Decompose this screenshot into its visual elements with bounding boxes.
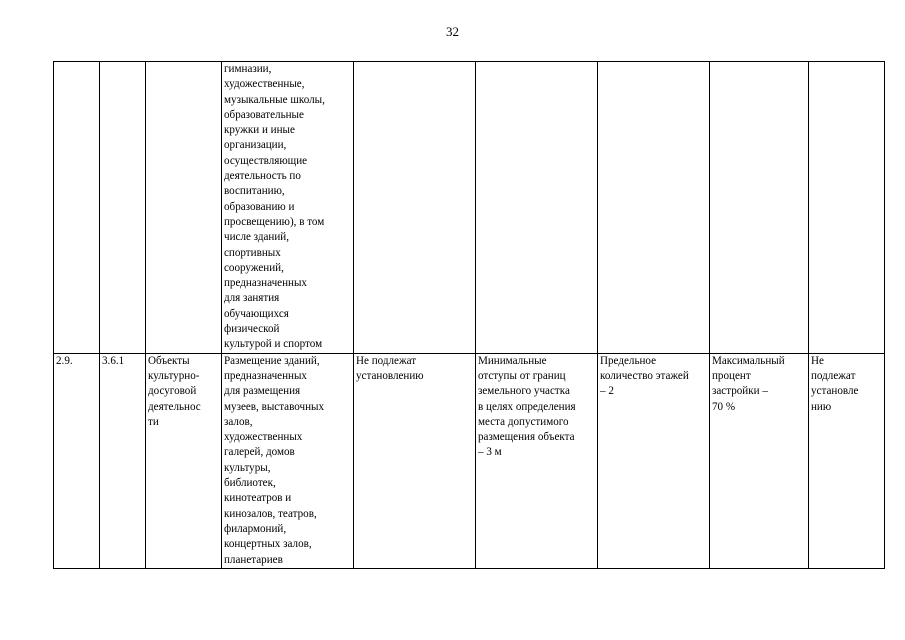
setback-cell xyxy=(476,353,598,568)
cell-text-line: кинозалов, театров, xyxy=(224,507,317,520)
cell-text-line: культурой и спортом xyxy=(224,338,323,351)
plot-size-cell xyxy=(354,353,476,568)
cell-text-line: 70 % xyxy=(712,400,736,413)
cell-text-line: для размещения xyxy=(224,385,301,398)
cell-text-line: – 3 м xyxy=(478,446,502,459)
cell-text-line: воспитанию, xyxy=(224,185,285,198)
cell-text-line: осуществляющие xyxy=(224,154,308,167)
cell-text-line: спортивных xyxy=(224,246,281,259)
cell-text-line: Объекты xyxy=(148,354,190,367)
cell-text-line: отступы от границ xyxy=(478,369,566,382)
coverage-cell xyxy=(710,353,809,568)
other-limits-cell xyxy=(809,353,885,568)
cell-text-line: галерей, домов xyxy=(224,446,295,459)
coverage-cell xyxy=(710,62,809,354)
other-limits-cell xyxy=(809,62,885,354)
cell-text-line: Минимальные xyxy=(478,354,547,367)
cell-text-line: образованию и xyxy=(224,200,295,213)
cell-text-line: планетариев xyxy=(224,553,283,566)
use-type-name-cell xyxy=(146,353,222,568)
cell-text-line: филармоний, xyxy=(224,522,287,535)
cell-text-line: музеев, выставочных xyxy=(224,400,325,413)
cell-text-line: установле xyxy=(811,385,859,398)
cell-text-line: 3.6.1 xyxy=(102,354,125,367)
cell-text-line: сооружений, xyxy=(224,261,284,274)
cell-text-line: предназначенных xyxy=(224,277,307,290)
cell-text-line: застройки – xyxy=(712,385,768,398)
cell-text-line: кружки и иные xyxy=(224,124,295,137)
cell-text-line: гимназии, xyxy=(224,63,272,75)
cell-text-line: Предельное xyxy=(600,354,657,367)
cell-text-line: организации, xyxy=(224,139,287,152)
cell-text-line: процент xyxy=(712,369,751,382)
cell-text-line: библиотек, xyxy=(224,477,276,490)
code-cell xyxy=(100,62,146,354)
cell-text-line: культуры, xyxy=(224,461,271,474)
cell-text-line: просвещению), в том xyxy=(224,215,325,228)
cell-text-line: числе зданий, xyxy=(224,231,290,244)
cell-text-line: 2.9. xyxy=(56,354,73,367)
cell-text-line: музыкальные школы, xyxy=(224,93,325,106)
cell-text-line: художественные, xyxy=(224,78,305,91)
table-row xyxy=(54,62,885,354)
cell-text-line: для занятия xyxy=(224,292,280,305)
cell-text-line: культурно- xyxy=(148,369,200,382)
cell-text-line: подлежат xyxy=(811,369,856,382)
cell-text-line: количество этажей xyxy=(600,369,689,382)
cell-text-line: нию xyxy=(811,400,832,413)
cell-text-line: деятельность по xyxy=(224,170,301,183)
cell-text-line: Максимальный xyxy=(712,354,785,367)
cell-text-line: залов, xyxy=(224,415,253,428)
cell-text-line: земельного участка xyxy=(478,385,570,398)
code-cell xyxy=(100,353,146,568)
cell-text-line: ти xyxy=(148,415,159,428)
row-number-cell xyxy=(54,353,100,568)
use-description-cell xyxy=(222,62,354,354)
cell-text-line: – 2 xyxy=(600,385,614,398)
page-number: 32 xyxy=(446,24,459,39)
floors-cell xyxy=(598,353,710,568)
cell-text-line: концертных залов, xyxy=(224,538,312,551)
plot-size-cell xyxy=(354,62,476,354)
cell-text-line: размещения объекта xyxy=(478,431,575,444)
cell-text-line: досуговой xyxy=(148,385,197,398)
setback-cell xyxy=(476,62,598,354)
cell-text-line: Размещение зданий, xyxy=(224,354,320,367)
cell-text-line: деятельнос xyxy=(148,400,201,413)
floors-cell xyxy=(598,62,710,354)
cell-text-line: установлению xyxy=(356,369,424,382)
table-body xyxy=(54,62,885,569)
cell-text-line: Не подлежат xyxy=(356,354,417,367)
cell-text-line: художественных xyxy=(224,431,303,444)
cell-text-line: предназначенных xyxy=(224,369,307,382)
regulations-table xyxy=(53,61,885,569)
cell-text-line: в целях определения xyxy=(478,400,576,413)
use-description-cell xyxy=(222,353,354,568)
cell-text-line: кинотеатров и xyxy=(224,492,292,505)
use-type-name-cell xyxy=(146,62,222,354)
table-row xyxy=(54,353,885,568)
row-number-cell xyxy=(54,62,100,354)
cell-text-line: образовательные xyxy=(224,108,304,121)
cell-text-line: обучающихся xyxy=(224,307,289,320)
cell-text-line: физической xyxy=(224,323,280,336)
cell-text-line: Не xyxy=(811,354,824,367)
cell-text-line: места допустимого xyxy=(478,415,569,428)
